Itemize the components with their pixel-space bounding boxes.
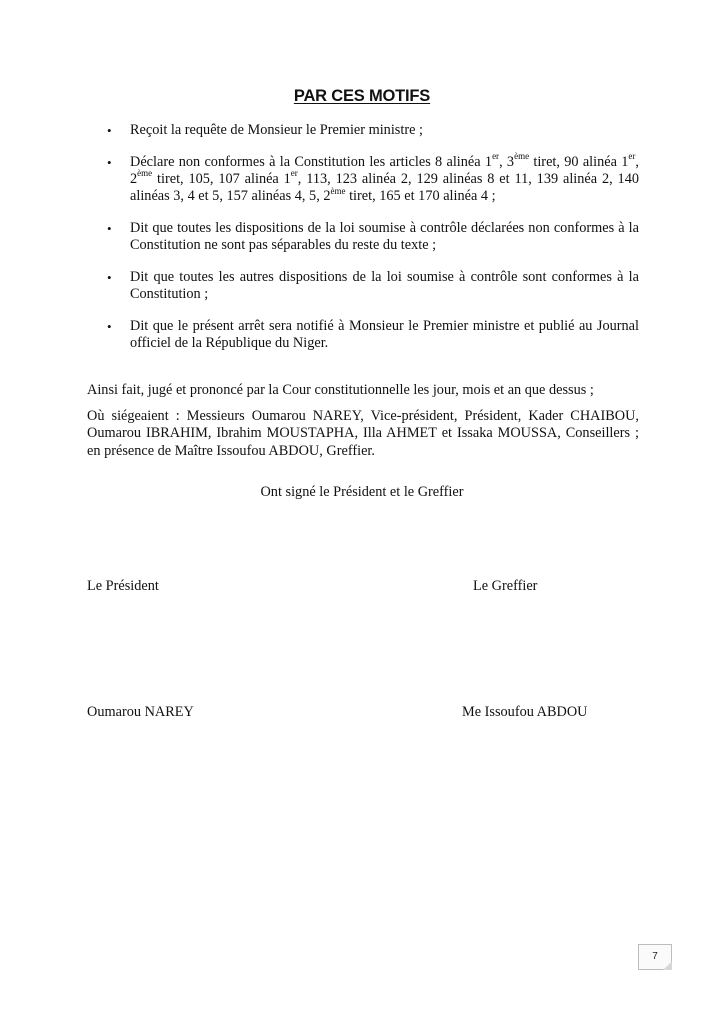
list-item: • Dit que le présent arrêt sera notifié à Monsieur le Premier ministre et publié au Journal officiel de la République du Niger. — [107, 318, 639, 353]
signed-line: Ont signé le Président et le Greffier — [260, 484, 464, 500]
list-item: • Reçoit la requête de Monsieur le Premier ministre ; — [107, 122, 639, 139]
greffier-title: Le Greffier — [473, 578, 538, 594]
president-name: Oumarou NAREY — [87, 704, 194, 720]
closing-paragraph: Ainsi fait, jugé et prononcé par la Cour constitutionnelle les jour, mois et an que dessus ; — [87, 382, 594, 398]
greffier-name: Me Issoufou ABDOU — [462, 704, 588, 720]
list-item: • Dit que toutes les autres dispositions de la loi soumise à contrôle sont conformes à la Constitution ; — [107, 269, 639, 304]
members-paragraph: Où siégeaient : Messieurs Oumarou NAREY, Vice-président, Président, Kader CHAIBOU, Oumarou IBRAHIM, Ibrahim MOUSTAPHA, Illa AHMET et Issaka MOUSSA, Conseillers ; en présence de Maître Issoufou ABDOU, Greffier. — [87, 408, 639, 459]
section-heading: PAR CES MOTIFS — [293, 87, 431, 105]
president-title: Le Président — [87, 578, 159, 594]
page-number: 7 — [638, 944, 672, 970]
decision-list — [107, 122, 639, 367]
list-item: • Dit que toutes les dispositions de la loi soumise à contrôle déclarées non conformes à la Constitution ne sont pas séparables du reste du texte ; — [107, 220, 639, 255]
list-item: • Déclare non conformes à la Constitution les articles 8 alinéa 1er, 3ème tiret, 90 alinéa 1er, 2ème tiret, 105, 107 alinéa 1er, 113, 123 alinéa 2, 129 alinéas 8 et 11, 139 alinéa 2, 140 alinéas 3, 4 et 5, 157 alinéas 4, 5, 2ème tiret, 165 et 170 alinéa 4 ; — [107, 154, 639, 206]
